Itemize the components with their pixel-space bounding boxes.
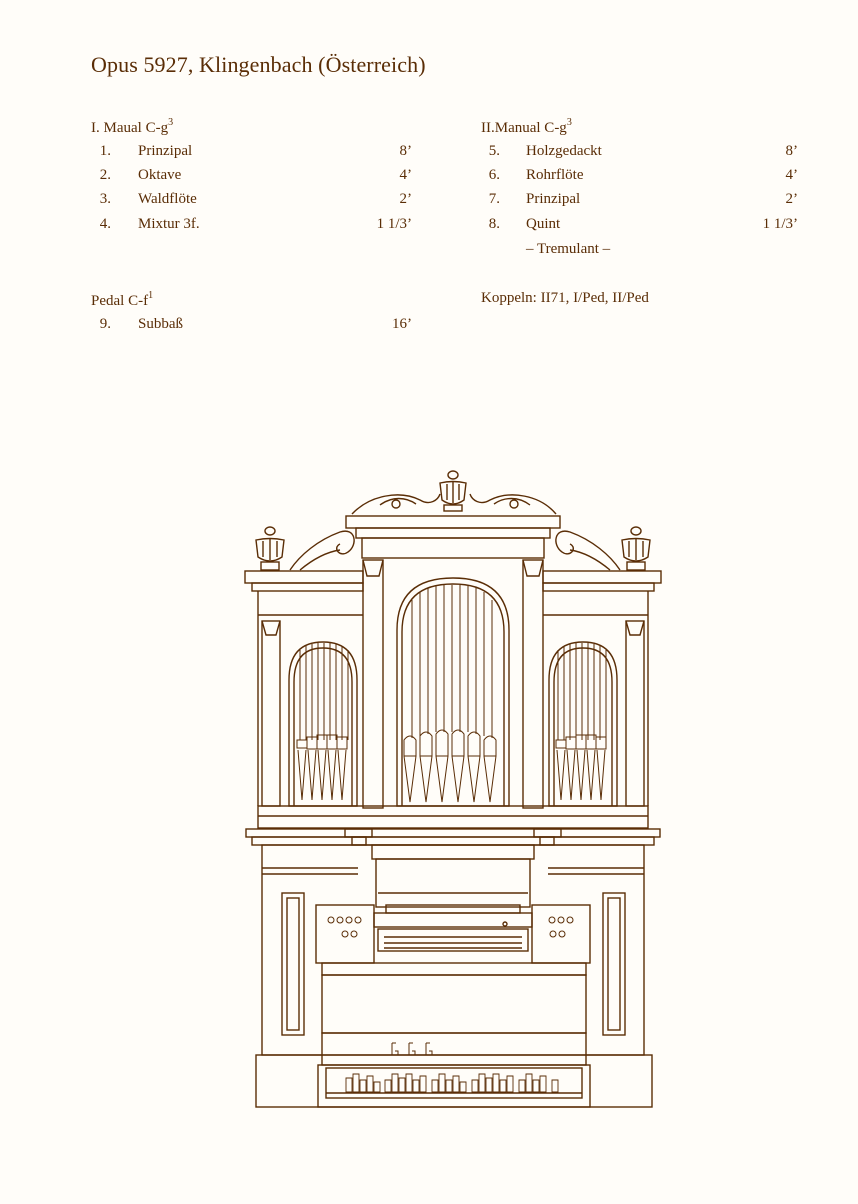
stop-name: Prinzipal	[138, 143, 193, 159]
stop-number: 5.	[488, 143, 500, 159]
stop-knobs-left	[328, 917, 361, 937]
pedal-couplers	[392, 1043, 432, 1055]
lower-case	[262, 845, 644, 1055]
stop-size: 2’	[785, 191, 798, 207]
stop-number: 8.	[488, 216, 500, 232]
stop-size: 1 1/3’	[376, 216, 412, 232]
side-panel-left	[282, 893, 304, 1035]
stop-name: Holzgedackt	[526, 143, 602, 159]
music-desk	[376, 859, 530, 907]
stop-size: 4’	[399, 167, 412, 183]
manual1-label: I. Maual C-g	[91, 120, 169, 136]
couplers-line: Koppeln: II71, I/Ped, II/Ped	[481, 290, 649, 306]
stop-size: 8’	[785, 143, 798, 159]
stop-jambs-left	[316, 905, 374, 963]
stop-name: Oktave	[138, 167, 182, 183]
stop-name: Rohrflöte	[526, 167, 584, 183]
scroll-ornament-left	[290, 531, 354, 570]
stop-number: 2.	[99, 167, 111, 183]
plinth	[256, 1055, 652, 1107]
pedal-keys	[346, 1074, 558, 1092]
stop-name: Subbaß	[138, 316, 183, 332]
pedal-label: Pedal C-f	[91, 293, 149, 309]
page-title: Opus 5927, Klingenbach (Österreich)	[91, 52, 426, 77]
urn-ornament-left	[256, 527, 284, 570]
urn-ornament-right	[622, 527, 650, 570]
stop-number: 6.	[488, 167, 500, 183]
stop-size: 16’	[392, 316, 412, 332]
pipes-right	[556, 643, 606, 800]
column	[262, 621, 280, 806]
stop-name: Mixtur 3f.	[138, 216, 200, 232]
side-panel-right	[603, 893, 625, 1035]
manual2-range-sup: 3	[566, 117, 572, 128]
scroll-ornament-right	[556, 531, 620, 570]
stop-size: 8’	[399, 143, 412, 159]
manual1-range-sup: 3	[168, 117, 174, 128]
stop-name: Quint	[526, 216, 561, 232]
tremulant-note: – Tremulant –	[526, 241, 611, 257]
upper-manual	[374, 913, 532, 927]
stop-number: 1.	[99, 143, 111, 159]
stop-number: 3.	[99, 191, 111, 207]
stop-size: 1 1/3’	[762, 216, 798, 232]
stop-name: Waldflöte	[138, 191, 197, 207]
stop-name: Prinzipal	[526, 191, 581, 207]
stop-number: 9.	[99, 316, 111, 332]
stop-knobs-right	[549, 917, 573, 937]
pedal-range-sup: 1	[148, 290, 154, 301]
pipes-left	[297, 643, 348, 800]
manual2-label: II.Manual C-g	[481, 120, 567, 136]
stop-number: 4.	[99, 216, 111, 232]
stop-number: 7.	[488, 191, 500, 207]
stop-jambs-right	[532, 905, 590, 963]
urn-ornament-center	[440, 471, 466, 511]
stop-size: 4’	[785, 167, 798, 183]
stop-size: 2’	[399, 191, 412, 207]
pipes-center	[404, 585, 496, 802]
